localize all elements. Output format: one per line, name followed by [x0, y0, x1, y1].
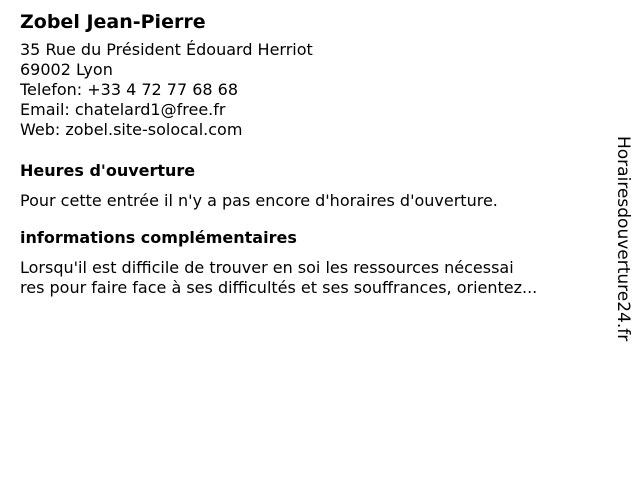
opening-hours-heading: Heures d'ouverture: [20, 161, 196, 180]
business-name: Zobel Jean-Pierre: [20, 11, 206, 33]
web-line: Web: zobel.site-solocal.com: [20, 120, 243, 139]
additional-info-heading: informations complémentaires: [20, 228, 297, 247]
address-street: 35 Rue du Président Édouard Herriot: [20, 40, 313, 59]
additional-info-line: Lorsqu'il est difficile de trouver en soi les ressources nécessai: [20, 258, 514, 277]
business-card: [20, 9, 600, 298]
additional-info-line: res pour faire face à ses difficultés et ses souffrances, orientez...: [20, 278, 538, 297]
opening-hours-text: Pour cette entrée il n'y a pas encore d'horaires d'ouverture.: [20, 191, 498, 210]
phone-line: Telefon: +33 4 72 77 68 68: [20, 80, 239, 99]
additional-info-text: [20, 258, 600, 298]
address-city: 69002 Lyon: [20, 60, 113, 79]
site-watermark: Horairesdouverture24.fr: [613, 136, 633, 342]
email-line: Email: chatelard1@free.fr: [20, 100, 226, 119]
